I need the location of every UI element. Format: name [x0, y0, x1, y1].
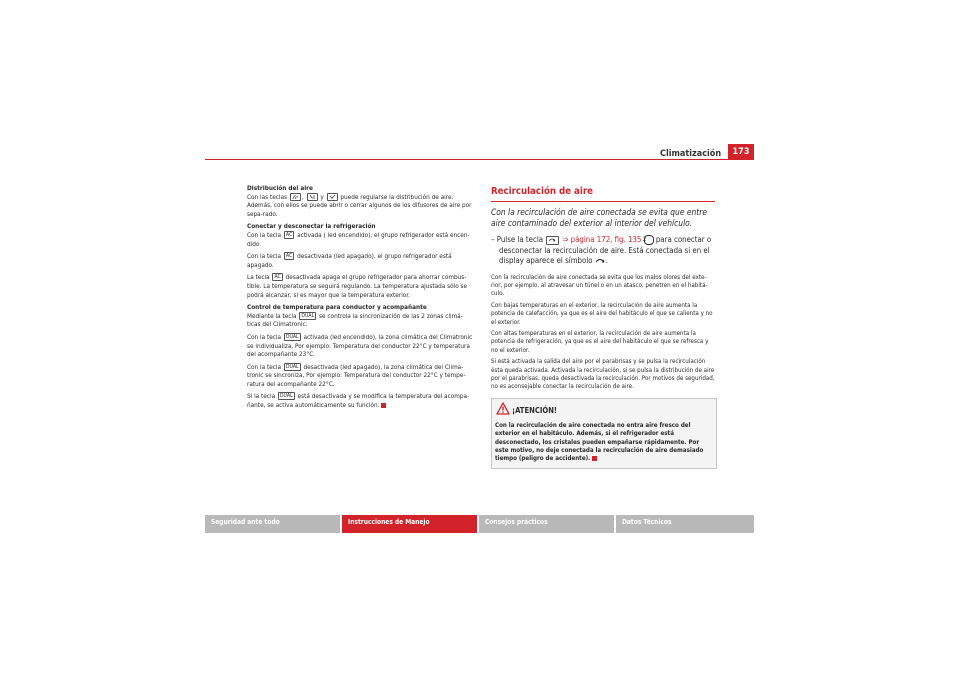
text: Con la tecla	[247, 230, 282, 239]
recirculation-icon	[546, 236, 559, 245]
warning-header	[492, 399, 716, 421]
paragraph-ac-off	[247, 252, 473, 269]
right-column	[491, 186, 715, 469]
section-title: Recirculación de aire	[491, 186, 593, 197]
dual-key: DUAL	[301, 312, 315, 319]
warning-box	[491, 398, 717, 469]
paragraph-dual-sync	[247, 312, 473, 329]
section-end-mark	[592, 456, 597, 461]
instruction-step	[491, 235, 715, 267]
defrost-icon	[290, 193, 301, 201]
text: Con la tecla	[247, 362, 282, 371]
text: se controla la sincronización de las 2 zonas climá-ticas del Climatronic.	[247, 311, 463, 329]
text: está desactivada y se modifica la temperatura del acompa-ñante, se activa automáticamente su función.	[247, 392, 470, 410]
ac-key: AC	[274, 274, 281, 281]
body-paragraph: Si está activada la salida del aire por el parabrisas y se pulsa la recirculación ésta queda activada. Activada la recirculación, si se pulsa la distribución de aire por el parabrisas, queda desactivada la recirculación. Por motivos de seguridad, no es aconsejable conectar la recirculación de aire.	[491, 358, 715, 391]
footer-tab-operation[interactable]: Instrucciones de Manejo	[342, 515, 477, 533]
heading-temperature-control: Control de temperatura para conductor y acompañante	[247, 303, 427, 312]
warning-title: ¡ATENCIÓN!	[512, 405, 558, 415]
text: La tecla	[247, 273, 270, 282]
text: puede regularse la distribución de aire. Además, con ellos se puede abrir o cerrar algunos de los difusores de aire por sepa-rado.	[247, 192, 472, 218]
paragraph-dual-on	[247, 333, 473, 359]
left-column	[247, 184, 473, 414]
warning-text	[492, 421, 716, 468]
section-end-mark	[381, 403, 386, 408]
text: y	[320, 192, 324, 201]
footwell-icon	[307, 193, 318, 201]
ac-key: AC	[285, 231, 293, 238]
text: – Pulse la tecla	[491, 235, 544, 244]
text: desactivada (led apagado), el grupo refrigerador está apagado.	[247, 252, 452, 269]
page-link[interactable]: ⇒ página 172, fig. 135	[562, 235, 642, 244]
text: activada ( led encendido), el grupo refrigerador está encen-dido.	[247, 230, 470, 248]
body-paragraph: Con bajas temperaturas en el exterior, la recirculación de aire aumenta la potencia de calefacción, ya que es el aire del habitáculo el que se calienta y no el exterior.	[491, 301, 713, 326]
footer-tab-tips[interactable]: Consejos prácticos	[479, 515, 614, 533]
vent-icon	[327, 193, 338, 201]
heading-refrigeration: Conectar y desconectar la refrigeración	[247, 222, 376, 231]
dual-key: DUAL	[285, 363, 299, 370]
text: Con la tecla	[247, 332, 282, 341]
text: Con la recirculación de aire conectada no entra aire fresco del exterior en el habitáculo. Además, si el refrigerador está desconectado, los cristales pueden empañarse rápidamente. Por este motivo, no deje conectada la recirculación de aire demasiado tiempo (peligro de accidente).	[495, 421, 704, 463]
text: activada (led encendido), la zona climática del Climatronic se individualiza, Por ejemplo: Temperatura del conductor 22°C y temperatura del acompañante 23°C.	[247, 332, 473, 359]
paragraph-ac-save	[247, 273, 473, 299]
text: desactivada (led apagado), la zona climática del Clima-tronic se sincroniza, Por ejemplo: Temperatura del conductor 22°C y tempe-ratura del acompañante 22°C.	[247, 362, 466, 388]
dual-key: DUAL	[279, 393, 293, 400]
body-paragraph: Con altas temperaturas en el exterior, la recirculación de aire aumenta la potencia de refrigeración, ya que es el aire del habitáculo el que se refresca y no el exterior.	[491, 329, 709, 354]
figure-callout: 2	[644, 235, 654, 245]
recirculation-icon	[595, 256, 609, 265]
section-rule	[491, 201, 715, 202]
header-rule	[205, 159, 728, 160]
text: Mediante la tecla	[247, 311, 297, 320]
text: Con las teclas	[247, 192, 288, 201]
text: .	[605, 256, 609, 265]
body-paragraph: Con la recirculación de aire conectada se evita que los malos olores del exte-rior, por ejemplo, al atravesar un túnel o en un atasco, penetren en el habitá-culo.	[491, 273, 708, 298]
text: Si la tecla	[247, 392, 276, 401]
paragraph-air-distribution	[247, 193, 473, 219]
text: desactivada apaga el grupo refrigerador para ahorrar combus-tible. La temperatura se seguirá regulando. La temperatura ajustada sólo se podrá alcanzar, si es mayor que la temperatura exterior.	[247, 273, 468, 299]
section-subtitle: Con la recirculación de aire conectada se evita que entre aire contaminado del exterior al interior del vehículo.	[491, 207, 707, 228]
heading-air-distribution: Distribución del aire	[247, 184, 313, 192]
text: Con la tecla	[247, 252, 282, 261]
text: para conectar o desconectar la recirculación de aire. Está conectada si en el display aparece el símbolo	[499, 235, 712, 265]
paragraph-ac-on	[247, 231, 473, 248]
warning-triangle-icon	[496, 402, 510, 415]
text: ,	[301, 192, 304, 201]
paragraph-dual-off	[247, 363, 473, 389]
footer-tab-technical-data[interactable]: Datos Técnicos	[616, 515, 754, 533]
dual-key: DUAL	[285, 333, 299, 340]
page-header-title: Climatización	[660, 149, 722, 159]
page-number: 173	[728, 144, 754, 160]
footer-tab-safety[interactable]: Seguridad ante todo	[205, 515, 340, 533]
paragraph-dual-auto	[247, 392, 473, 409]
ac-key: AC	[285, 253, 293, 260]
